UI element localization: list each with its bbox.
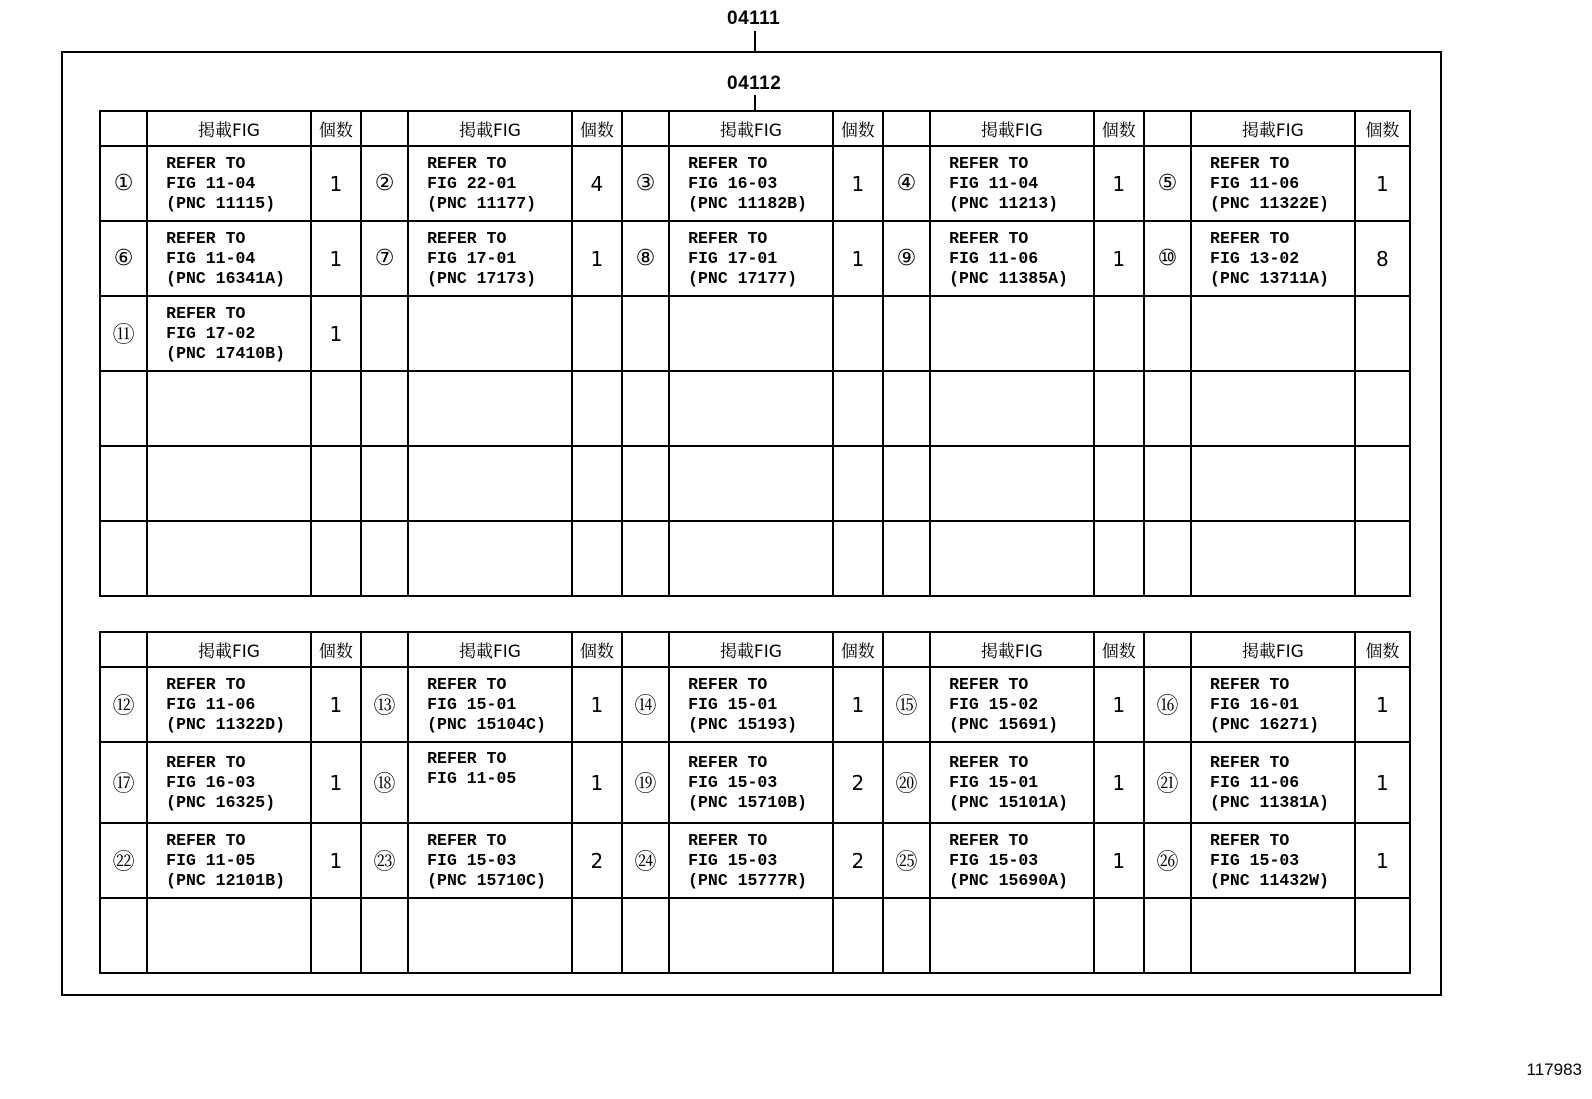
table-row (100, 898, 1410, 973)
item-number-cell (1144, 296, 1191, 371)
reference-cell (930, 221, 1094, 296)
item-number-cell: ⑩ (1144, 221, 1191, 296)
header-fig-cell: 掲載FIG (147, 111, 311, 146)
item-number-cell (1144, 898, 1191, 973)
header-qty-cell: 個数 (311, 111, 361, 146)
reference-cell (669, 742, 833, 823)
reference-cell (147, 296, 311, 371)
header-num-cell (1144, 111, 1191, 146)
reference-line: FIG 22-01 (427, 173, 517, 193)
item-number-cell (622, 521, 669, 596)
reference-line: (PNC 11432W) (1210, 870, 1329, 890)
item-number-cell: ① (100, 146, 147, 221)
header-fig-cell: 掲載FIG (147, 632, 311, 667)
table-row (100, 221, 1410, 296)
quantity-cell: 1 (833, 221, 883, 296)
reference-line: REFER TO (166, 674, 246, 694)
quantity-cell: 8 (1355, 221, 1410, 296)
reference-line: (PNC 15710B) (688, 792, 807, 812)
reference-cell (1191, 667, 1355, 742)
reference-line: REFER TO (1210, 153, 1290, 173)
header-fig-cell: 掲載FIG (669, 632, 833, 667)
item-number-cell (100, 446, 147, 521)
reference-line: REFER TO (688, 752, 768, 772)
item-number-cell: ㉒ (100, 823, 147, 898)
reference-cell (930, 667, 1094, 742)
quantity-cell: 2 (833, 742, 883, 823)
reference-line: REFER TO (166, 228, 246, 248)
reference-line: (PNC 11385A) (949, 268, 1068, 288)
label-04111: 04111 (727, 8, 781, 29)
reference-line: FIG 11-04 (166, 173, 256, 193)
item-number-cell (622, 898, 669, 973)
quantity-cell (1355, 296, 1410, 371)
item-number-cell (100, 521, 147, 596)
header-num-cell (100, 111, 147, 146)
reference-line: REFER TO (949, 153, 1029, 173)
reference-line: (PNC 16271) (1210, 714, 1319, 734)
quantity-cell: 1 (311, 146, 361, 221)
quantity-cell: 1 (311, 296, 361, 371)
reference-cell (408, 742, 572, 823)
quantity-cell (311, 898, 361, 973)
reference-cell (669, 521, 833, 596)
item-number-cell (1144, 521, 1191, 596)
item-number-cell: ⑲ (622, 742, 669, 823)
item-number-cell: ⑨ (883, 221, 930, 296)
reference-line: FIG 15-03 (1210, 850, 1300, 870)
reference-cell (669, 667, 833, 742)
header-qty-cell: 個数 (833, 111, 883, 146)
quantity-cell: 1 (1355, 667, 1410, 742)
item-number-cell: ⑫ (100, 667, 147, 742)
reference-line: (PNC 11182B) (688, 193, 807, 213)
item-number-cell (361, 296, 408, 371)
reference-line: FIG 16-01 (1210, 694, 1300, 714)
reference-line: (PNC 15777R) (688, 870, 807, 890)
item-number-cell: ⑦ (361, 221, 408, 296)
reference-line: FIG 16-03 (166, 772, 256, 792)
item-number-cell (361, 446, 408, 521)
reference-line: REFER TO (427, 749, 507, 768)
reference-cell (1191, 446, 1355, 521)
reference-line: (PNC 17173) (427, 268, 537, 288)
reference-line: (PNC 11213) (949, 193, 1058, 213)
quantity-cell (572, 296, 622, 371)
header-num-cell (883, 111, 930, 146)
reference-line: (PNC 12101B) (166, 870, 285, 890)
item-number-cell (361, 521, 408, 596)
reference-line: (PNC 16325) (166, 792, 276, 812)
reference-cell (669, 146, 833, 221)
reference-line: REFER TO (949, 228, 1029, 248)
quantity-cell (1355, 521, 1410, 596)
reference-line: (PNC 15710C) (427, 870, 546, 890)
reference-cell (408, 667, 572, 742)
quantity-cell (833, 371, 883, 446)
table-row (100, 371, 1410, 446)
item-number-cell (361, 371, 408, 446)
reference-line: (PNC 16341A) (166, 268, 285, 288)
reference-cell (930, 898, 1094, 973)
figure-id: 117983 (1526, 1060, 1582, 1079)
reference-line: REFER TO (688, 153, 768, 173)
quantity-cell: 1 (1094, 742, 1144, 823)
reference-line: FIG 16-03 (688, 173, 778, 193)
item-number-cell: ⑭ (622, 667, 669, 742)
reference-cell (147, 898, 311, 973)
reference-cell (669, 823, 833, 898)
reference-cell (669, 221, 833, 296)
item-number-cell (883, 296, 930, 371)
quantity-cell (833, 446, 883, 521)
reference-cell (930, 371, 1094, 446)
reference-cell (1191, 823, 1355, 898)
quantity-cell (833, 296, 883, 371)
reference-cell (1191, 898, 1355, 973)
item-number-cell (883, 446, 930, 521)
reference-line: FIG 17-01 (688, 248, 778, 268)
reference-line: REFER TO (166, 303, 246, 323)
reference-line: FIG 13-02 (1210, 248, 1300, 268)
item-number-cell: ⑪ (100, 296, 147, 371)
header-qty-cell: 個数 (833, 632, 883, 667)
item-number-cell: ⑰ (100, 742, 147, 823)
reference-cell (147, 221, 311, 296)
header-num-cell (883, 632, 930, 667)
reference-cell (408, 446, 572, 521)
reference-cell (147, 742, 311, 823)
reference-line: REFER TO (688, 830, 768, 850)
header-row (100, 111, 1410, 146)
reference-cell (669, 446, 833, 521)
quantity-cell (311, 446, 361, 521)
reference-line: FIG 11-06 (166, 694, 256, 714)
reference-line: FIG 11-05 (166, 850, 256, 870)
item-number-cell: ④ (883, 146, 930, 221)
reference-cell (147, 371, 311, 446)
reference-cell (408, 296, 572, 371)
header-qty-cell: 個数 (1355, 111, 1410, 146)
reference-cell (1191, 221, 1355, 296)
reference-line: REFER TO (166, 752, 246, 772)
leader-line-04112 (754, 95, 756, 110)
leader-line-04111 (754, 31, 756, 51)
quantity-cell: 1 (311, 742, 361, 823)
quantity-cell: 1 (833, 667, 883, 742)
header-fig-cell: 掲載FIG (1191, 111, 1355, 146)
reference-cell (408, 521, 572, 596)
reference-line: FIG 15-03 (688, 772, 778, 792)
reference-line: FIG 17-02 (166, 323, 256, 343)
reference-cell (930, 296, 1094, 371)
item-number-cell (1144, 371, 1191, 446)
reference-cell (1191, 742, 1355, 823)
quantity-cell: 1 (311, 823, 361, 898)
reference-line: FIG 15-03 (949, 850, 1039, 870)
item-number-cell (622, 446, 669, 521)
header-fig-cell: 掲載FIG (930, 111, 1094, 146)
reference-cell (669, 371, 833, 446)
table-row (100, 521, 1410, 596)
reference-line: REFER TO (1210, 830, 1290, 850)
reference-line: (PNC 13711A) (1210, 268, 1329, 288)
reference-line: REFER TO (427, 228, 507, 248)
quantity-cell (572, 898, 622, 973)
quantity-cell: 4 (572, 146, 622, 221)
reference-cell (930, 823, 1094, 898)
header-qty-cell: 個数 (311, 632, 361, 667)
reference-line: REFER TO (1210, 228, 1290, 248)
quantity-cell (311, 371, 361, 446)
item-number-cell: ⑧ (622, 221, 669, 296)
quantity-cell (1094, 898, 1144, 973)
header-fig-cell: 掲載FIG (408, 111, 572, 146)
item-number-cell (883, 898, 930, 973)
reference-line: (PNC 11115) (166, 193, 276, 213)
reference-line: REFER TO (166, 830, 246, 850)
item-number-cell (1144, 446, 1191, 521)
item-number-cell: ⑥ (100, 221, 147, 296)
quantity-cell: 1 (572, 667, 622, 742)
reference-line: FIG 11-04 (949, 173, 1039, 193)
item-number-cell: ⑤ (1144, 146, 1191, 221)
reference-line: REFER TO (427, 674, 507, 694)
quantity-cell (572, 446, 622, 521)
label-04112: 04112 (727, 73, 782, 94)
reference-cell (408, 371, 572, 446)
header-num-cell (622, 111, 669, 146)
quantity-cell: 1 (1094, 823, 1144, 898)
quantity-cell (1094, 371, 1144, 446)
quantity-cell: 1 (1094, 146, 1144, 221)
table-row (100, 823, 1410, 898)
reference-line: REFER TO (949, 674, 1029, 694)
reference-line: FIG 11-06 (949, 248, 1039, 268)
reference-line: FIG 15-03 (427, 850, 517, 870)
table-row (100, 446, 1410, 521)
reference-line: REFER TO (427, 153, 507, 173)
quantity-cell: 1 (1094, 667, 1144, 742)
reference-line: (PNC 15690A) (949, 870, 1068, 890)
reference-line: (PNC 11322D) (166, 714, 285, 734)
item-number-cell: ⑮ (883, 667, 930, 742)
reference-line: (PNC 15193) (688, 714, 798, 734)
reference-line: FIG 11-06 (1210, 772, 1300, 792)
header-fig-cell: 掲載FIG (669, 111, 833, 146)
reference-line: REFER TO (1210, 674, 1290, 694)
header-num-cell (622, 632, 669, 667)
item-number-cell: ㉓ (361, 823, 408, 898)
quantity-cell: 1 (572, 221, 622, 296)
reference-line: FIG 15-01 (688, 694, 778, 714)
header-fig-cell: 掲載FIG (930, 632, 1094, 667)
quantity-cell: 2 (572, 823, 622, 898)
header-qty-cell: 個数 (1355, 632, 1410, 667)
reference-cell (147, 146, 311, 221)
quantity-cell (1094, 296, 1144, 371)
reference-cell (1191, 371, 1355, 446)
reference-line: REFER TO (427, 830, 507, 850)
item-number-cell: ㉑ (1144, 742, 1191, 823)
item-number-cell: ㉕ (883, 823, 930, 898)
quantity-cell (1355, 446, 1410, 521)
parts-table-1 (99, 110, 1411, 597)
item-number-cell (622, 371, 669, 446)
header-qty-cell: 個数 (1094, 632, 1144, 667)
reference-line: FIG 11-06 (1210, 173, 1300, 193)
quantity-cell (572, 371, 622, 446)
item-number-cell (883, 521, 930, 596)
reference-line: REFER TO (949, 752, 1029, 772)
reference-line: FIG 15-02 (949, 694, 1039, 714)
reference-line: (PNC 11322E) (1210, 193, 1329, 213)
reference-line: (PNC 11381A) (1210, 792, 1329, 812)
header-fig-cell: 掲載FIG (408, 632, 572, 667)
header-qty-cell: 個数 (572, 111, 622, 146)
header-qty-cell: 個数 (1094, 111, 1144, 146)
reference-line: (PNC 17177) (688, 268, 798, 288)
parts-table-2 (99, 631, 1411, 974)
reference-line: FIG 11-05 (427, 769, 517, 788)
reference-cell (147, 521, 311, 596)
quantity-cell: 1 (311, 221, 361, 296)
item-number-cell (100, 898, 147, 973)
reference-line: (PNC 11177) (427, 193, 537, 213)
quantity-cell: 1 (1094, 221, 1144, 296)
reference-line: REFER TO (688, 674, 768, 694)
reference-cell (1191, 296, 1355, 371)
reference-line: REFER TO (688, 228, 768, 248)
item-number-cell (361, 898, 408, 973)
reference-cell (408, 898, 572, 973)
reference-line: FIG 15-03 (688, 850, 778, 870)
item-number-cell (100, 371, 147, 446)
header-fig-cell: 掲載FIG (1191, 632, 1355, 667)
table-row (100, 667, 1410, 742)
reference-cell (408, 823, 572, 898)
quantity-cell: 1 (311, 667, 361, 742)
reference-cell (147, 823, 311, 898)
reference-line: FIG 11-04 (166, 248, 256, 268)
reference-cell (930, 521, 1094, 596)
reference-line: (PNC 15691) (949, 714, 1058, 734)
item-number-cell (883, 371, 930, 446)
reference-cell (408, 221, 572, 296)
reference-cell (669, 898, 833, 973)
quantity-cell (311, 521, 361, 596)
quantity-cell (572, 521, 622, 596)
reference-cell (930, 446, 1094, 521)
item-number-cell: ③ (622, 146, 669, 221)
quantity-cell: 1 (1355, 823, 1410, 898)
header-num-cell (361, 632, 408, 667)
quantity-cell: 1 (572, 742, 622, 823)
quantity-cell (833, 898, 883, 973)
reference-cell (1191, 521, 1355, 596)
quantity-cell (1094, 446, 1144, 521)
reference-cell (147, 667, 311, 742)
item-number-cell: ⑬ (361, 667, 408, 742)
header-row (100, 632, 1410, 667)
reference-line: REFER TO (1210, 752, 1290, 772)
reference-line: (PNC 15104C) (427, 714, 546, 734)
header-num-cell (361, 111, 408, 146)
reference-line: FIG 17-01 (427, 248, 517, 268)
reference-cell (408, 146, 572, 221)
table-row (100, 742, 1410, 823)
item-number-cell (622, 296, 669, 371)
item-number-cell: ⑳ (883, 742, 930, 823)
reference-cell (930, 742, 1094, 823)
header-qty-cell: 個数 (572, 632, 622, 667)
reference-line: FIG 15-01 (427, 694, 517, 714)
header-num-cell (100, 632, 147, 667)
reference-line: (PNC 17410B) (166, 343, 285, 363)
reference-line: (PNC 15101A) (949, 792, 1068, 812)
item-number-cell: ⑯ (1144, 667, 1191, 742)
table-row (100, 296, 1410, 371)
item-number-cell: ② (361, 146, 408, 221)
reference-line: REFER TO (949, 830, 1029, 850)
quantity-cell (833, 521, 883, 596)
item-number-cell: ㉔ (622, 823, 669, 898)
table-row (100, 146, 1410, 221)
quantity-cell (1355, 898, 1410, 973)
quantity-cell (1094, 521, 1144, 596)
item-number-cell: ㉖ (1144, 823, 1191, 898)
quantity-cell: 2 (833, 823, 883, 898)
quantity-cell: 1 (833, 146, 883, 221)
quantity-cell (1355, 371, 1410, 446)
reference-cell (930, 146, 1094, 221)
reference-cell (669, 296, 833, 371)
reference-line: FIG 15-01 (949, 772, 1039, 792)
header-num-cell (1144, 632, 1191, 667)
reference-cell (1191, 146, 1355, 221)
quantity-cell: 1 (1355, 146, 1410, 221)
reference-cell (147, 446, 311, 521)
reference-line: REFER TO (166, 153, 246, 173)
item-number-cell: ⑱ (361, 742, 408, 823)
quantity-cell: 1 (1355, 742, 1410, 823)
